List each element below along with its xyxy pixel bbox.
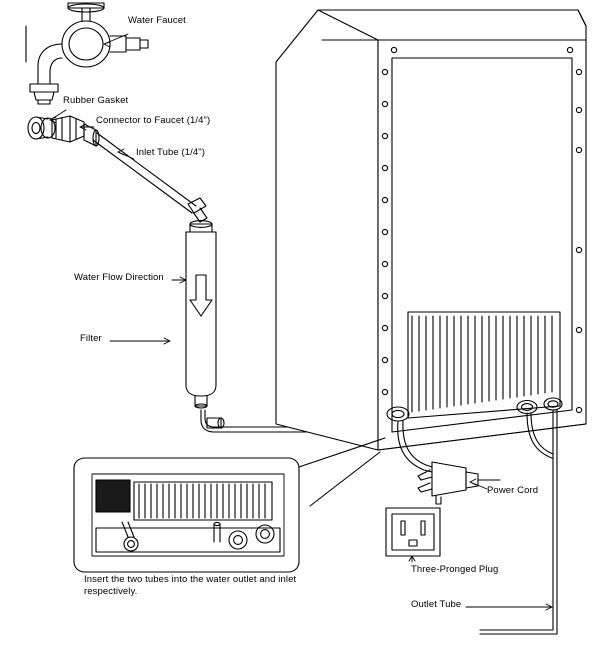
label-filter: Filter (80, 333, 102, 344)
inset-detail-panel (74, 438, 385, 572)
outlet-tube-line (480, 410, 557, 634)
label-power-cord: Power Cord (487, 485, 539, 496)
label-connector-to-faucet: Connector to Faucet (1/4") (96, 115, 211, 126)
label-outlet-tube: Outlet Tube (411, 599, 462, 610)
label-water-flow-direction: Water Flow Direction (74, 272, 164, 283)
gasket-connector-inlet-assembly (28, 116, 207, 222)
label-water-faucet: Water Faucet (128, 15, 186, 26)
appliance-cabinet (276, 10, 586, 450)
label-rubber-gasket: Rubber Gasket (63, 95, 129, 106)
filter-drawing (186, 221, 216, 408)
wall-outlet-drawing (386, 508, 440, 556)
label-three-pronged-plug: Three-Pronged Plug (411, 564, 499, 575)
inset-note-text: Insert the two tubes into the water outlet and inlet respectively. (84, 574, 297, 597)
label-inlet-tube: Inlet Tube (1/4") (136, 147, 205, 158)
